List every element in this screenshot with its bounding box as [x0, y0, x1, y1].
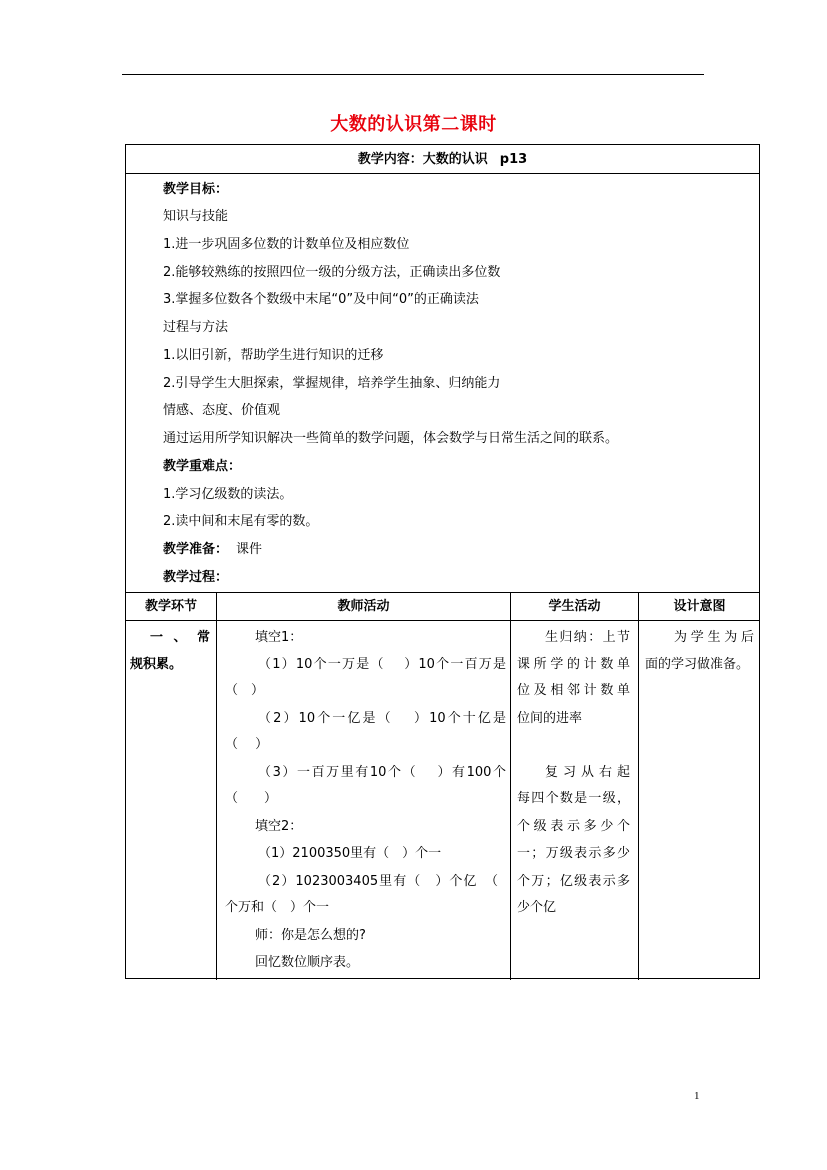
student-line: 个级表示多少个: [517, 819, 630, 834]
objectives-heading: 教学目标：: [163, 182, 229, 197]
teacher-line: （ ）: [225, 737, 269, 752]
column-header-intent: 设计意图: [673, 599, 726, 614]
teacher-cell: [217, 621, 510, 981]
lesson-table: [125, 144, 760, 979]
objective-line: 3.掌握多位数各个数级中末尾“0”及中间“0”的正确读法: [163, 292, 479, 307]
intent-cell: [639, 621, 760, 981]
content-header-label: 教学内容：大数的认识: [357, 152, 488, 167]
objective-line: 2.引导学生大胆探索，掌握规律，培养学生抽象、归纳能力: [163, 376, 501, 391]
student-line: 位及相邻计数单: [517, 683, 630, 698]
student-line: 课所学的计数单: [517, 657, 630, 672]
student-line: 一；万级表示多少: [517, 846, 630, 861]
student-line: 每四个数是一级，: [517, 791, 630, 806]
objective-line: 过程与方法: [163, 320, 229, 335]
header-rule: [122, 74, 704, 75]
teacher-line: （1）10个一万是（ ）10个一百万是: [258, 657, 506, 672]
objective-line: 情感、态度、价值观: [163, 403, 281, 418]
objective-line: 知识与技能: [163, 209, 229, 224]
teacher-line: （1）2100350里有（ ）个一: [258, 846, 442, 861]
objective-line: 1.进一步巩固多位数的计数单位及相应数位: [163, 237, 410, 252]
header-divider: [126, 173, 759, 174]
content-header: [126, 147, 759, 173]
preparation-value: 课件: [236, 542, 263, 557]
teacher-line: （ ）: [225, 791, 278, 806]
key-points-heading: 教学重难点：: [163, 459, 242, 474]
teacher-line: （2）10个一亿是（ ）10个十亿是: [258, 711, 506, 726]
teacher-line: （2）1023003405里有（ ）个亿 （: [258, 874, 498, 889]
teacher-line: （ ）: [225, 683, 265, 698]
objective-line: 通过运用所学知识解决一些简单的数学问题，体会数学与日常生活之间的联系。: [163, 431, 619, 446]
objective-line: 1.以旧引新，帮助学生进行知识的迁移: [163, 348, 384, 363]
student-line: 位间的进率: [517, 711, 583, 726]
student-line: 复习从右起: [545, 765, 630, 780]
process-heading: 教学过程：: [163, 570, 229, 585]
key-point: 2.读中间和末尾有零的数。: [163, 514, 319, 529]
stage-cell: [126, 621, 216, 981]
column-header-teacher: 教师活动: [337, 599, 390, 614]
student-line: 生归纳：上节: [545, 630, 630, 645]
teacher-line: 个万和（ ）个一: [225, 900, 330, 915]
teacher-line: 回忆数位顺序表。: [255, 955, 360, 970]
key-point: 1.学习亿级数的读法。: [163, 487, 293, 502]
column-header-stage: 教学环节: [144, 599, 197, 614]
intent-line: 面的学习做准备。: [645, 657, 750, 672]
intent-line: 为学生为后: [674, 630, 754, 645]
teacher-line: 师：你是怎么想的?: [255, 928, 366, 943]
stage-line: 规积累。: [130, 657, 183, 672]
teacher-line: 填空1：: [255, 630, 303, 645]
objective-line: 2.能够较熟练的按照四位一级的分级方法，正确读出多位数: [163, 265, 501, 280]
teacher-line: 填空2：: [255, 819, 303, 834]
content-header-code: p13: [499, 152, 528, 167]
document-title: 大数的认识第二课时: [330, 114, 497, 135]
student-line: 少个亿: [517, 900, 557, 915]
stage-line: 一、常: [150, 630, 210, 645]
student-cell: [511, 621, 638, 981]
column-header-student: 学生活动: [548, 599, 601, 614]
preparation-line: [163, 541, 262, 558]
teacher-line: （3）一百万里有10个（ ）有100个: [258, 765, 506, 780]
student-line: 个万；亿级表示多: [517, 874, 630, 889]
page-number: 1: [694, 1090, 700, 1102]
preparation-heading: 教学准备：: [163, 542, 229, 557]
